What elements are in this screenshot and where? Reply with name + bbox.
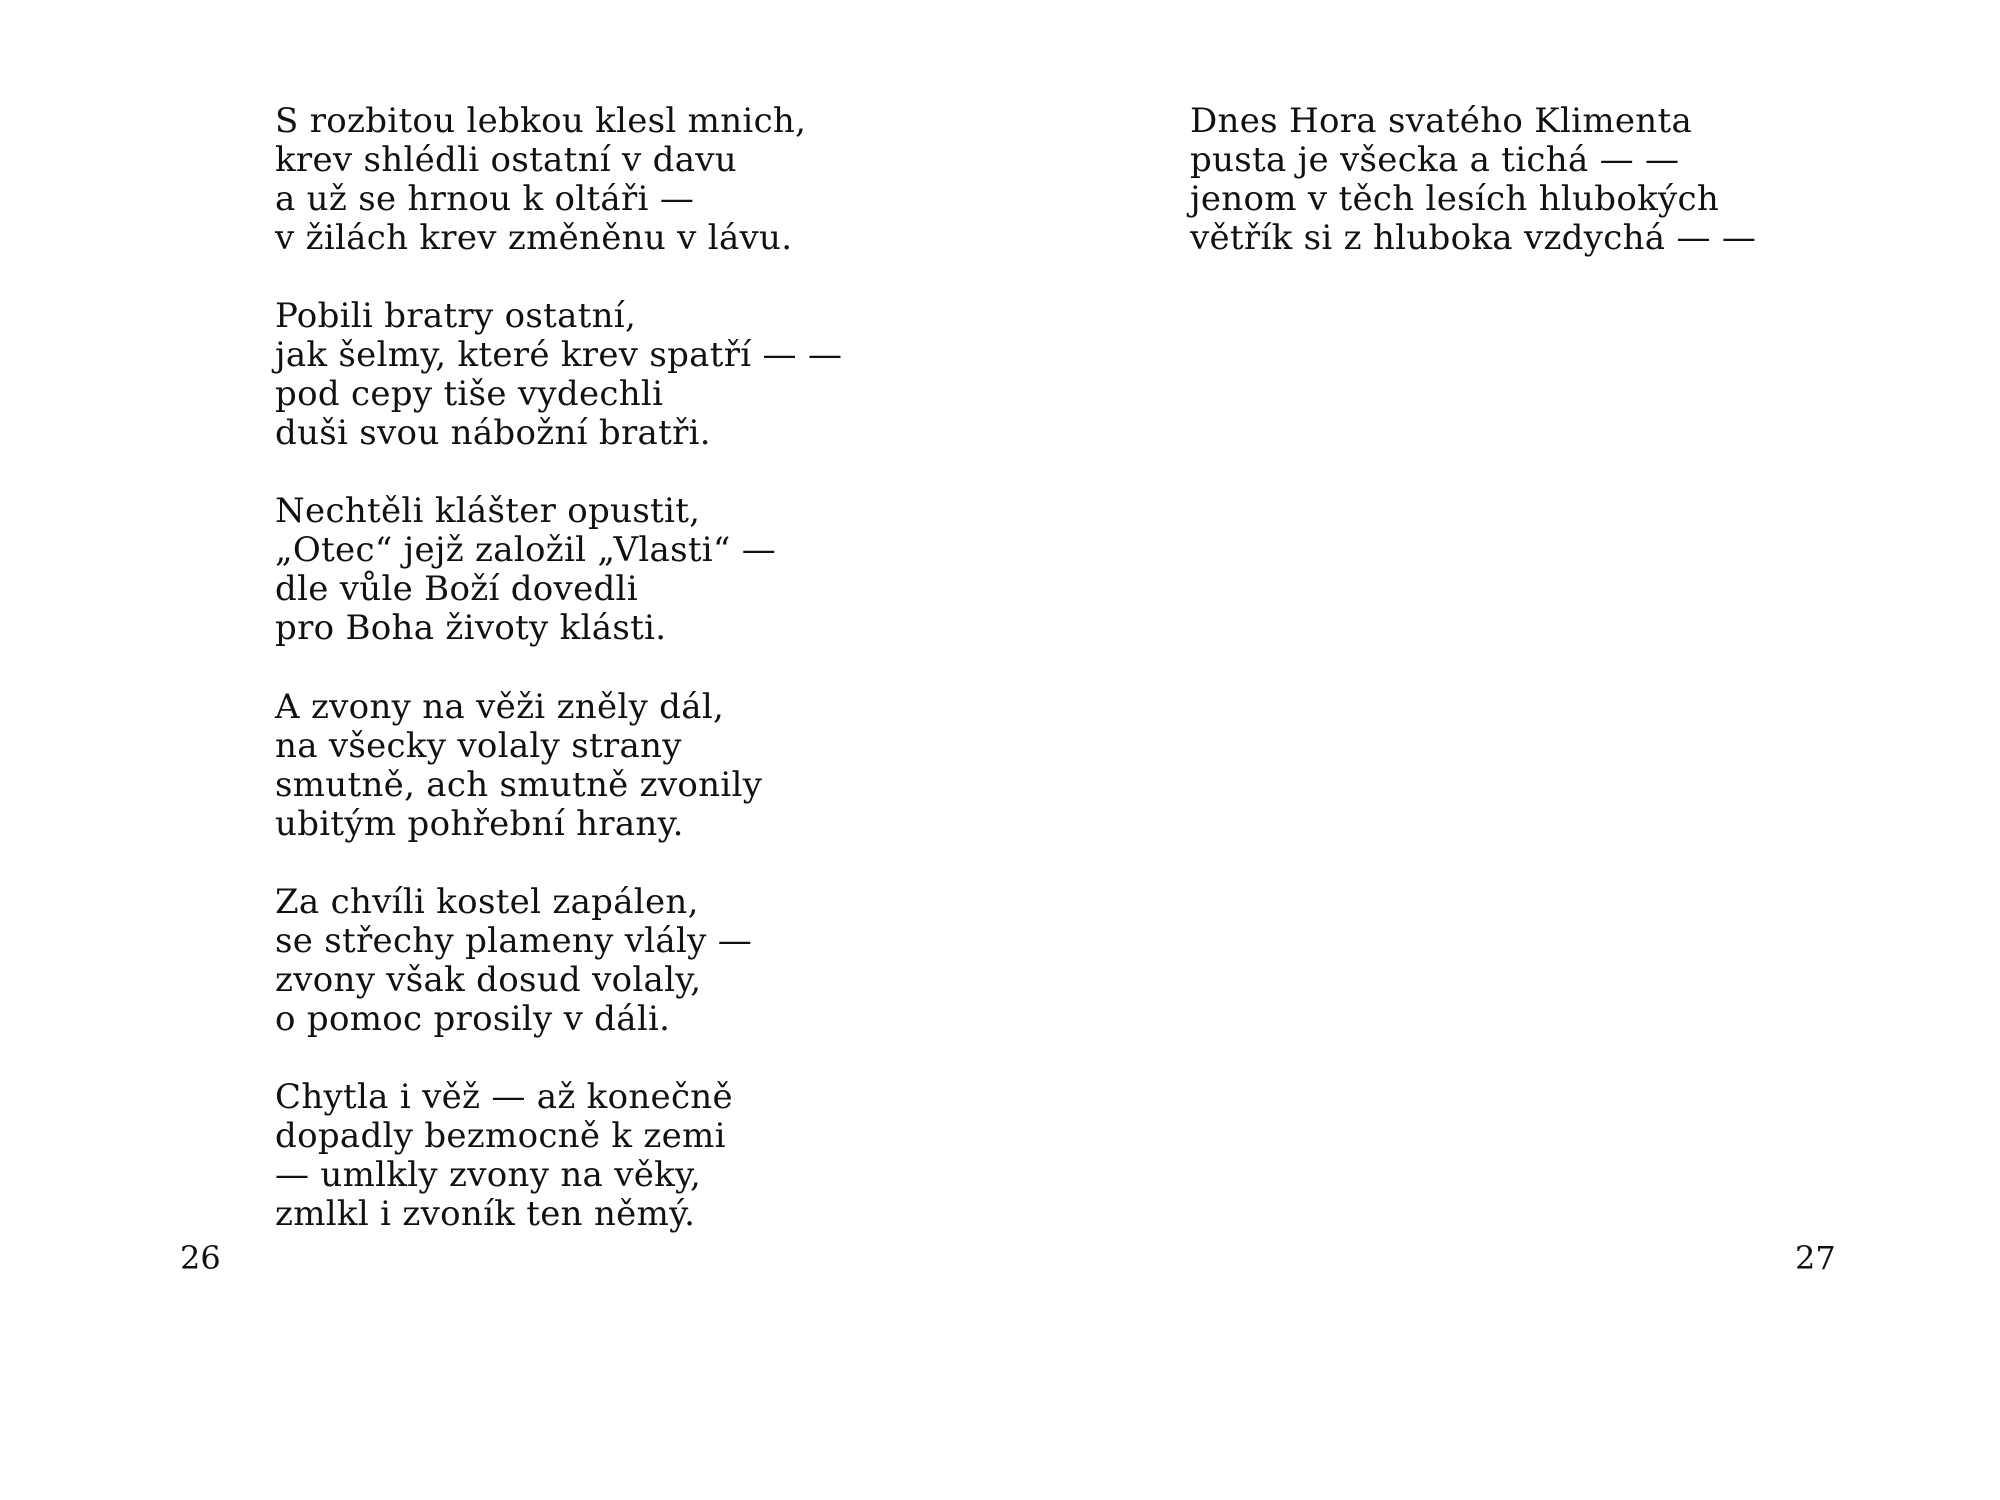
poem-line: pro Boha životy klásti.	[275, 608, 667, 648]
poem-line: o pomoc prosily v dáli.	[275, 999, 671, 1039]
stanza	[1190, 102, 1756, 258]
poem-line: dle vůle Boží dovedli	[275, 569, 638, 609]
stanza	[275, 102, 806, 258]
poem-line: pod cepy tiše vydechli	[275, 374, 664, 414]
poem-line: pusta je všecka a tichá — —	[1190, 140, 1680, 180]
poem-line: jak šelmy, které krev spatří — —	[275, 335, 843, 375]
poem-line: Pobili bratry ostatní,	[275, 296, 637, 336]
poem-line: „Otec“ jejž založil „Vlasti“ —	[275, 530, 777, 570]
poem-line: duši svou nábožní bratři.	[275, 413, 711, 453]
poem-line: v žilách krev změněnu v lávu.	[275, 218, 793, 258]
right-page	[1000, 0, 2000, 1500]
poem-line: větřík si z hluboka vzdychá — —	[1190, 218, 1757, 258]
poem-line: S rozbitou lebkou klesl mnich,	[275, 101, 807, 141]
poem-line: Za chvíli kostel zapálen,	[275, 882, 699, 922]
poem-line: Chytla i věž — až konečně	[275, 1077, 733, 1117]
poem-line: se střechy plameny vlály —	[275, 921, 753, 961]
poem-line: zvony však dosud volaly,	[275, 960, 702, 1000]
poem-line: Nechtěli klášter opustit,	[275, 491, 701, 531]
poem-line: zmlkl i zvoník ten němý.	[275, 1194, 696, 1234]
poem-line: — umlkly zvony na věky,	[275, 1155, 702, 1195]
poem-line: a už se hrnou k oltáři —	[275, 179, 695, 219]
stanza	[275, 297, 842, 453]
poem-line: smutně, ach smutně zvonily	[275, 765, 763, 805]
poem-line: A zvony na věži zněly dál,	[275, 687, 725, 727]
page-number: 26	[180, 1239, 221, 1277]
poem-line: Dnes Hora svatého Klimenta	[1190, 101, 1693, 141]
poem-line: jenom v těch lesích hlubokých	[1190, 179, 1720, 219]
poem-line: na všecky volaly strany	[275, 726, 682, 766]
poem-line: krev shlédli ostatní v davu	[275, 140, 738, 180]
stanza	[275, 688, 762, 844]
stanza	[275, 883, 752, 1039]
stanza	[275, 492, 776, 648]
stanza	[275, 1078, 733, 1234]
poem-line: ubitým pohřební hrany.	[275, 804, 684, 844]
poem-line: dopadly bezmocně k zemi	[275, 1116, 726, 1156]
page-number: 27	[1795, 1239, 1836, 1277]
